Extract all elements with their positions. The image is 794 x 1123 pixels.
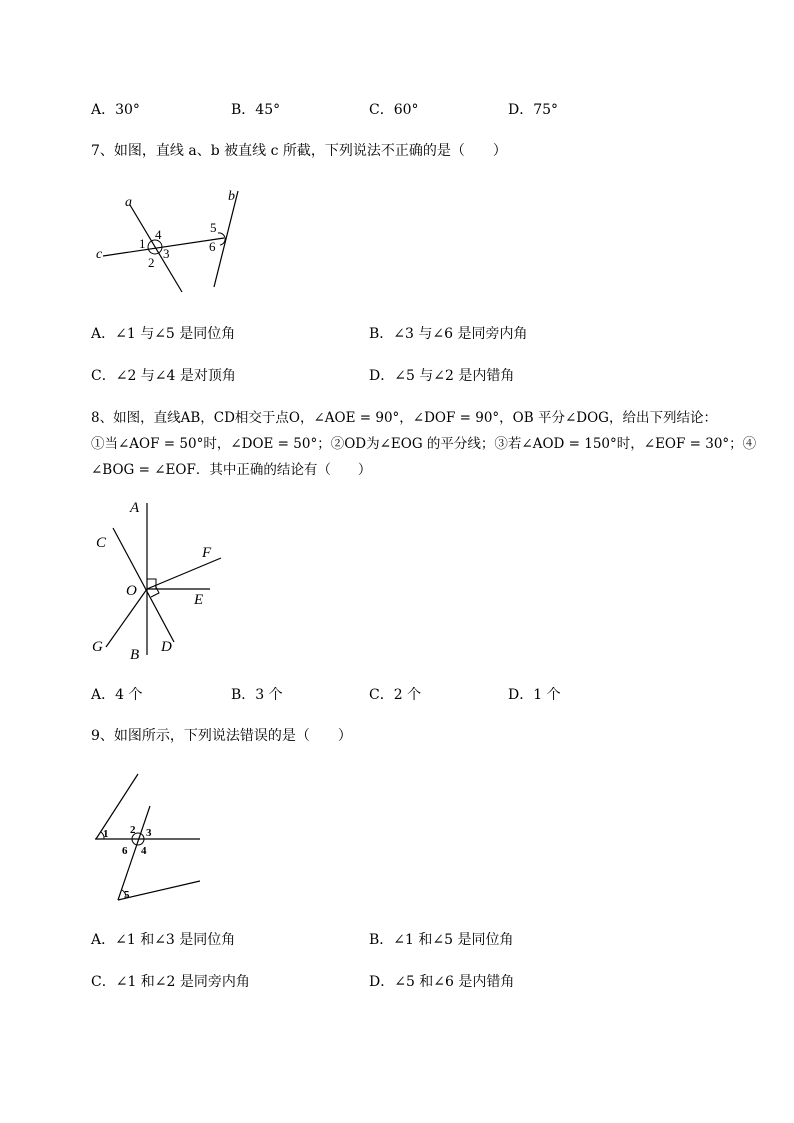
q9-label-4: 4 [141, 845, 147, 857]
q8-stem-line3: ∠BOG = ∠EOF．其中正确的结论有（ ） [91, 462, 372, 478]
q9-label-5: 5 [124, 889, 130, 901]
q6-option-c: C．60° [369, 102, 419, 118]
q7-option-b: B．∠3 与∠6 是同旁内角 [369, 326, 528, 342]
q7-option-d: D．∠5 与∠2 是内错角 [369, 368, 515, 384]
q7-label-1: 1 [139, 236, 146, 251]
q8-figure [88, 495, 228, 665]
q6-option-d: D．75° [508, 102, 559, 118]
q7-label-2: 2 [148, 255, 155, 270]
q7-label-6: 6 [209, 239, 216, 254]
q7-label-b: b [228, 189, 235, 204]
q7-figure [90, 185, 250, 295]
q7-label-5: 5 [210, 220, 217, 235]
q8-label-d: D [161, 639, 172, 655]
q8-label-a: A [130, 500, 140, 516]
q7-label-4: 4 [155, 227, 162, 242]
q7-stem: 7、如图，直线 a、b 被直线 c 所截，下列说法不正确的是（ ） [91, 143, 507, 159]
q9-label-6: 6 [122, 845, 128, 857]
q9-label-3: 3 [146, 827, 152, 839]
q8-label-e: E [194, 592, 204, 608]
q8-label-g: G [92, 639, 103, 655]
q7-label-c: c [96, 247, 103, 262]
q9-option-b: B．∠1 和∠5 是同位角 [369, 932, 514, 948]
q8-label-f: F [202, 545, 212, 561]
q6-option-a: A．30° [91, 102, 140, 118]
q7-label-3: 3 [163, 246, 170, 261]
q8-option-d: D．1 个 [508, 687, 561, 703]
q8-label-c: C [96, 535, 107, 551]
q8-line-of [147, 558, 221, 589]
q7-option-a: A．∠1 与∠5 是同位角 [91, 326, 236, 342]
q8-label-b: B [130, 647, 140, 663]
q9-line-lower [118, 881, 200, 900]
q8-stem-line1: 8、如图，直线AB，CD相交于点O，∠AOE = 90°，∠DOF = 90°，OB 平分∠DOG，给出下列结论： [91, 410, 717, 426]
q9-label-2: 2 [130, 824, 136, 836]
q7-option-c: C．∠2 与∠4 是对顶角 [91, 368, 236, 384]
q8-option-a: A．4 个 [91, 687, 143, 703]
q9-figure [90, 770, 205, 905]
q9-option-d: D．∠5 和∠6 是内错角 [369, 974, 515, 990]
q8-option-b: B．3 个 [231, 687, 283, 703]
q9-label-1: 1 [103, 828, 109, 840]
q9-option-a: A．∠1 和∠3 是同位角 [91, 932, 236, 948]
q9-stem: 9、如图所示，下列说法错误的是（ ） [91, 728, 352, 744]
q8-option-c: C．2 个 [369, 687, 422, 703]
q9-option-c: C．∠1 和∠2 是同旁内角 [91, 974, 250, 990]
q6-option-b: B．45° [231, 102, 281, 118]
q8-stem-line2: ①当∠AOF = 50°时，∠DOE = 50°；②OD为∠EOG 的平分线；③若∠AOD = 150°时，∠EOF = 30°；④ [91, 436, 757, 452]
q8-label-o: O [126, 583, 137, 599]
q7-label-a: a [125, 195, 132, 210]
